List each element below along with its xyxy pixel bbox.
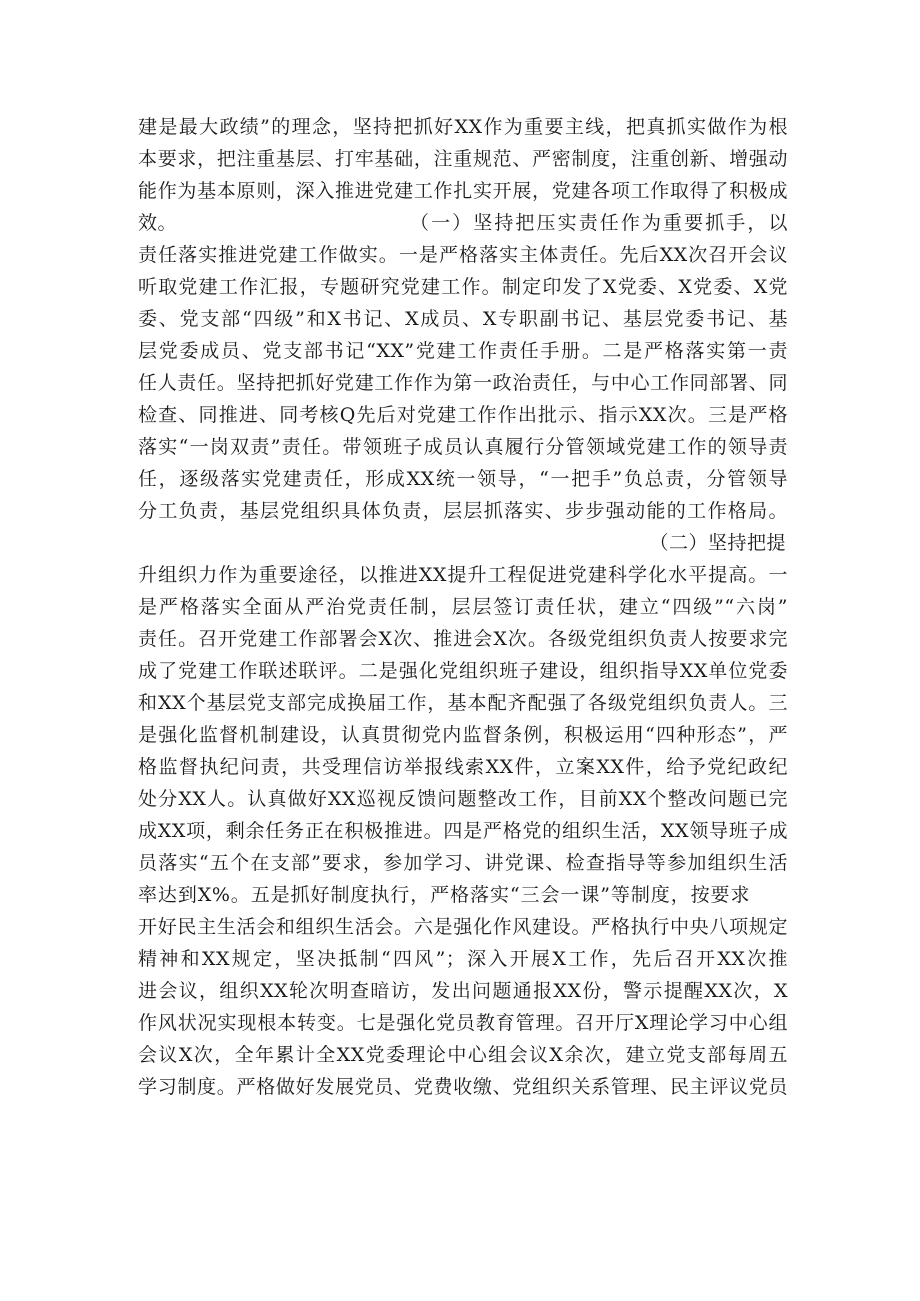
text-line: 进会议，组织XX轮次明查暗访，发出问题通报XX份，警示提醒XX次，X	[138, 980, 788, 1002]
text-line: 委、党支部“四级”和X书记、X成员、X专职副书记、基层党委书记、基	[138, 308, 788, 330]
text-line: 听取党建工作汇报，专题研究党建工作。制定印发了X党委、X党委、X党	[138, 276, 788, 298]
text-line: 本要求，把注重基层、打牢基础，注重规范、严密制度，注重创新、增强动	[138, 148, 788, 170]
text-line: 落实“一岗双责”责任。带领班子成员认真履行分管领域党建工作的领导责	[138, 436, 788, 458]
text-line: 精神和XX规定，坚决抵制“四风”；深入开展X工作，先后召开XX次推	[138, 948, 788, 970]
text-line: 任人责任。坚持把抓好党建工作作为第一政治责任，与中心工作同部署、同	[138, 372, 788, 394]
text-line: 建是最大政绩”的理念，坚持把抓好XX作为重要主线，把真抓实做作为根	[138, 116, 788, 138]
text-line: 任，逐级落实党建责任，形成XX统一领导，“一把手”负总责，分管领导	[138, 468, 788, 490]
text-line: 升组织力作为重要途径，以推进XX提升工程促进党建科学化水平提高。一	[138, 564, 788, 586]
text-line: 责任落实推进党建工作做实。一是严格落实主体责任。先后XX次召开会议	[138, 244, 788, 266]
text-line: 效。	[138, 212, 178, 234]
text-line: 责任。召开党建工作部署会X次、推进会X次。各级党组织负责人按要求完	[138, 628, 788, 650]
text-line: 能作为基本原则，深入推进党建工作扎实开展，党建各项工作取得了积极成	[138, 180, 788, 202]
text-line: 层党委成员、党支部书记“XX”党建工作责任手册。二是严格落实第一责	[138, 340, 788, 362]
text-line: 成XX项，剩余任务正在积极推进。四是严格党的组织生活，XX领导班子成	[138, 820, 788, 842]
text-line: 成了党建工作联述联评。二是强化党组织班子建设，组织指导XX单位党委	[138, 660, 788, 682]
text-line: 处分XX人。认真做好XX巡视反馈问题整改工作，目前XX个整改问题已完	[138, 788, 788, 810]
text-line: 和XX个基层党支部完成换届工作，基本配齐配强了各级党组织负责人。三	[138, 692, 788, 714]
text-line: 分工负责，基层党组织具体负责，层层抓落实、步步强动能的工作格局。	[138, 500, 788, 522]
text-line: 是严格落实全面从严治党责任制，层层签订责任状，建立“四级”“六岗”	[138, 596, 788, 618]
text-line: 率达到X%。五是抓好制度执行，严格落实“三会一课”等制度，按要求	[138, 884, 750, 906]
text-line: 检查、同推进、同考核Q先后对党建工作作出批示、指示XX次。三是严格	[138, 404, 788, 426]
text-line: 会议X次，全年累计全XX党委理论中心组会议X余次，建立党支部每周五	[138, 1044, 788, 1066]
text-line: 是强化监督机制建设，认真贯彻党内监督条例，积极运用“四种形态”，严	[138, 724, 788, 746]
text-line: 格监督执纪问责，共受理信访举报线索XX件，立案XX件，给予党纪政纪	[138, 756, 788, 778]
text-line: 开好民主生活会和组织生活会。六是强化作风建设。严格执行中央八项规定	[138, 916, 788, 938]
section-heading-1: （一）坚持把压实责任作为重要抓手，以	[410, 212, 788, 234]
text-line: 员落实“五个在支部”要求，参加学习、讲党课、检查指导等参加组织生活	[138, 852, 788, 874]
section-heading-2: （二）坚持把提	[649, 532, 786, 554]
text-line: 作风状况实现根本转变。七是强化党员教育管理。召开厅X理论学习中心组	[138, 1012, 788, 1034]
text-line: 学习制度。严格做好发展党员、党费收缴、党组织关系管理、民主评议党员	[138, 1076, 788, 1098]
